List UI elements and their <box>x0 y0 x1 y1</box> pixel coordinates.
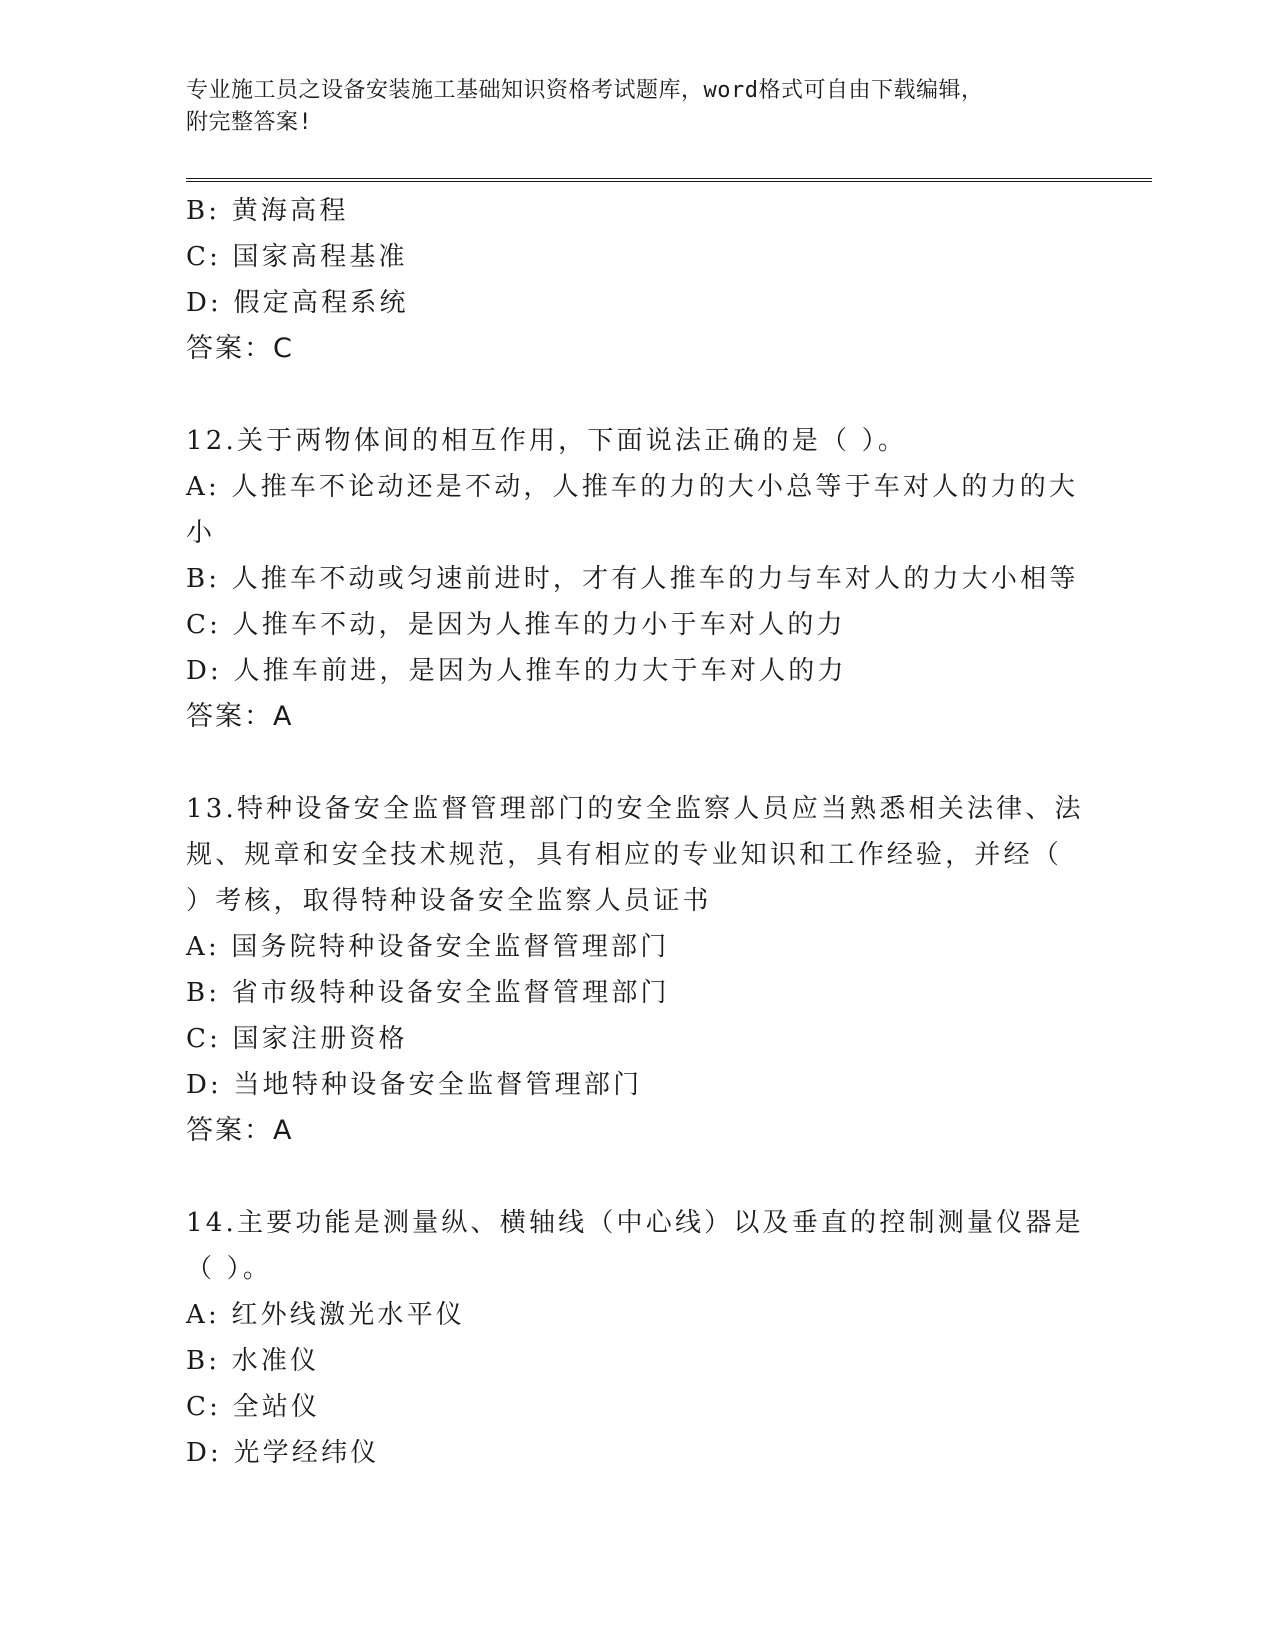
option-b: B: 省市级特种设备安全监督管理部门 <box>186 978 670 1008</box>
option-d: D: 假定高程系统 <box>186 288 409 318</box>
option-b: B: 人推车不动或匀速前进时，才有人推车的力与车对人的力大小相等 <box>186 564 1079 594</box>
question-gap <box>186 1154 1086 1200</box>
option-c: C: 国家注册资格 <box>186 1024 408 1054</box>
question-12 <box>186 418 1086 740</box>
question-stem-line-3: ）考核，取得特种设备安全监察人员证书 <box>186 886 712 916</box>
option-b: B: 黄海高程 <box>186 196 349 226</box>
option-a: A: 国务院特种设备安全监督管理部门 <box>186 932 670 962</box>
question-stem-line-2: （ ）。 <box>186 1254 273 1284</box>
option-a: A: 红外线激光水平仪 <box>186 1300 466 1330</box>
option-b: B: 水准仪 <box>186 1346 320 1376</box>
question-11-continued <box>186 188 1086 372</box>
option-c: C: 全站仪 <box>186 1392 321 1422</box>
header-line-2: 附完整答案! <box>186 110 313 135</box>
answer-line: 答案：C <box>186 333 294 364</box>
option-c: C: 人推车不动，是因为人推车的力小于车对人的力 <box>186 610 846 640</box>
header-line-1: 专业施工员之设备安装施工基础知识资格考试题库，word格式可自由下载编辑， <box>186 78 984 103</box>
header-divider <box>186 178 1152 182</box>
question-stem-line-2: 规、规章和安全技术规范，具有相应的专业知识和工作经验，并经（ <box>186 840 1063 870</box>
answer-line: 答案：A <box>186 701 294 732</box>
question-gap <box>186 372 1086 418</box>
option-a: A: 人推车不论动还是不动，人推车的力的大小总等于车对人的力的大 <box>186 472 1079 502</box>
question-stem-line-1: 14.主要功能是测量纵、横轴线（中心线）以及垂直的控制测量仪器是 <box>186 1208 1084 1238</box>
question-stem-line-1: 13.特种设备安全监督管理部门的安全监察人员应当熟悉相关法律、法 <box>186 794 1084 824</box>
option-d: D: 当地特种设备安全监督管理部门 <box>186 1070 643 1100</box>
question-13 <box>186 786 1086 1154</box>
option-a-continued: 小 <box>186 518 216 548</box>
question-list <box>186 188 1086 1476</box>
option-d: D: 光学经纬仪 <box>186 1438 380 1468</box>
option-c: C: 国家高程基准 <box>186 242 408 272</box>
question-gap <box>186 740 1086 786</box>
document-header <box>186 75 1086 139</box>
question-stem: 12.关于两物体间的相互作用，下面说法正确的是（ ）。 <box>186 426 908 456</box>
option-d: D: 人推车前进，是因为人推车的力大于车对人的力 <box>186 656 847 686</box>
question-14 <box>186 1200 1086 1476</box>
answer-line: 答案：A <box>186 1115 294 1146</box>
